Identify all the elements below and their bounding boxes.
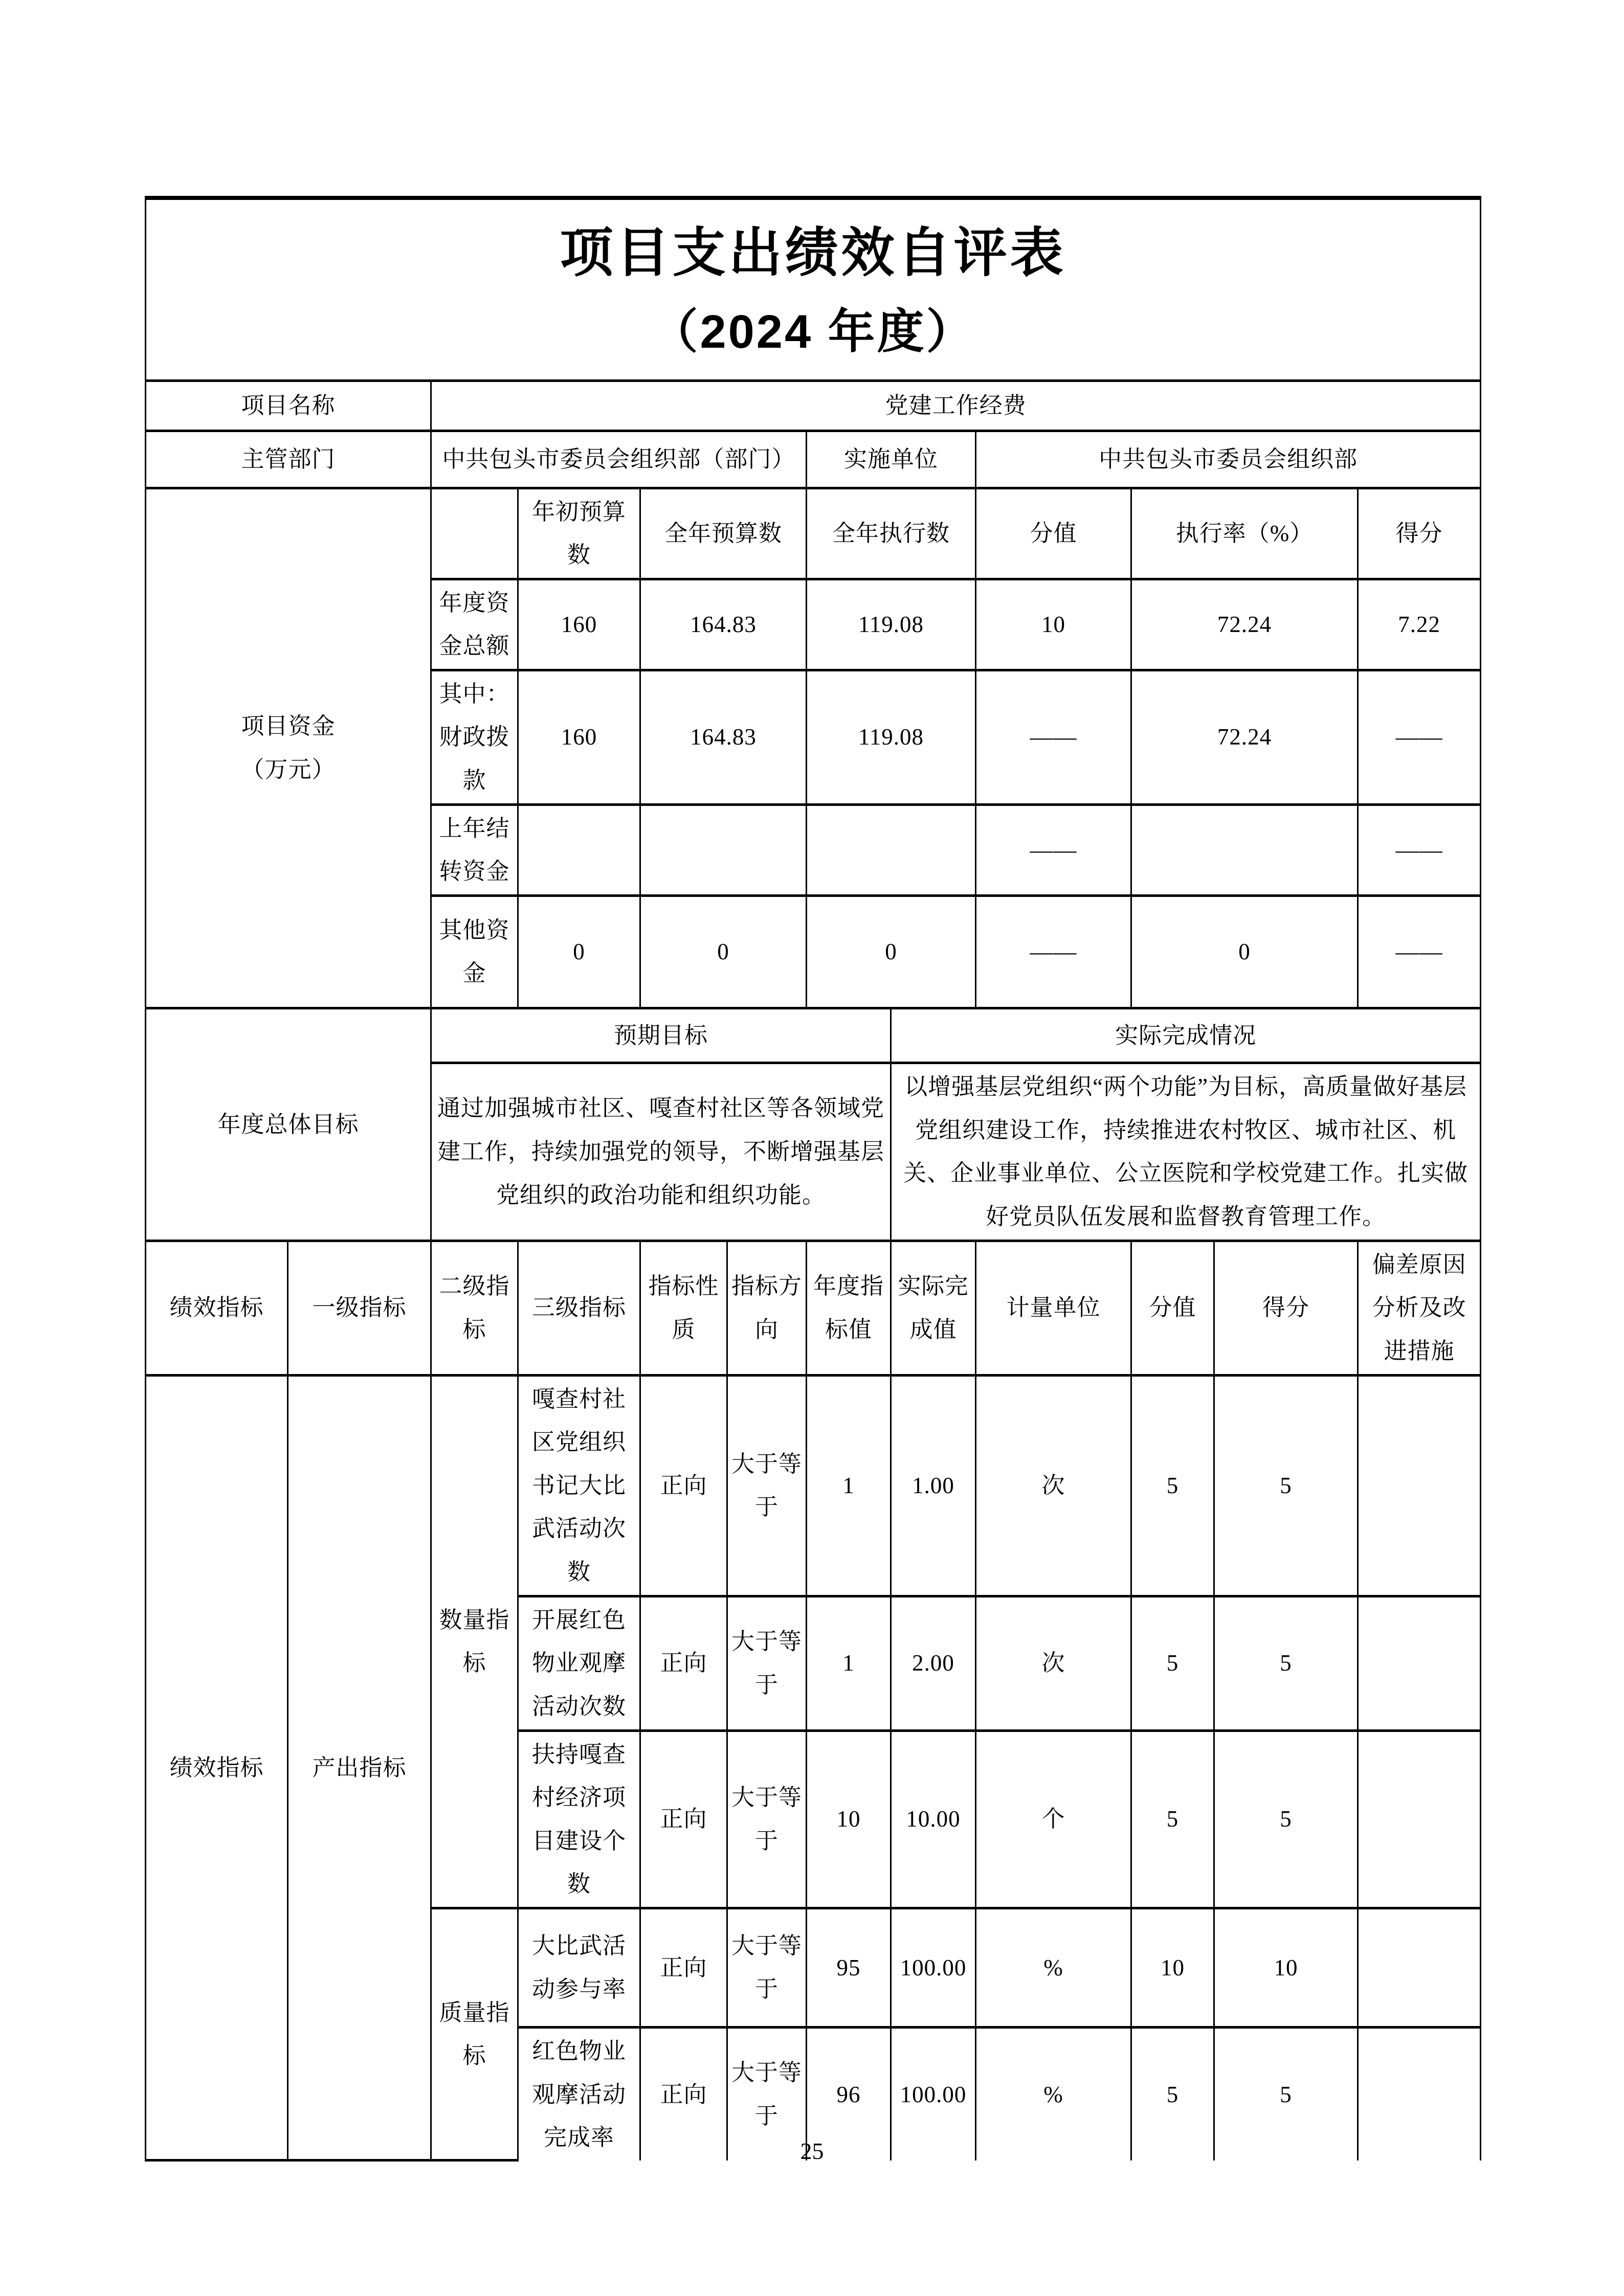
indicator-unit: 次 bbox=[976, 1596, 1131, 1730]
funding-subrow-header-cell bbox=[431, 488, 518, 579]
funding-total-value: 164.83 bbox=[640, 579, 807, 670]
indicator-name: 红色物业观摩活动完成率 bbox=[518, 2027, 640, 2160]
page-subtitle: （2024 年度） bbox=[651, 305, 975, 358]
indicator-target-value: 10 bbox=[807, 1730, 891, 1908]
annual-goal-label: 年度总体目标 bbox=[146, 1008, 431, 1241]
actual-completion-header: 实际完成情况 bbox=[891, 1008, 1481, 1063]
indicator-name: 大比武活动参与率 bbox=[518, 1908, 640, 2027]
funding-initial-value: 160 bbox=[518, 579, 640, 670]
indicator-header-row bbox=[146, 1241, 1481, 1375]
funding-header-total: 全年预算数 bbox=[640, 488, 807, 579]
indicator-deviation bbox=[1358, 1375, 1481, 1596]
indicator-nature: 正向 bbox=[640, 2027, 727, 2160]
document-title-block bbox=[146, 198, 1481, 380]
project-name-value: 党建工作经费 bbox=[431, 380, 1481, 431]
funding-rate-value: 72.24 bbox=[1131, 670, 1358, 804]
funding-rate-value bbox=[1131, 804, 1358, 895]
indicator-target-value: 95 bbox=[807, 1908, 891, 2027]
funding-label-line2: （万元） bbox=[241, 756, 336, 782]
indicator-nature: 正向 bbox=[640, 1730, 727, 1908]
funding-weight-value: 10 bbox=[976, 579, 1131, 670]
funding-score-value: 7.22 bbox=[1358, 579, 1481, 670]
funding-header-row bbox=[146, 488, 1481, 579]
funding-rate-value: 72.24 bbox=[1131, 579, 1358, 670]
funding-total-value bbox=[640, 804, 807, 895]
indicator-header-actual: 实际完成值 bbox=[891, 1241, 976, 1375]
indicator-score: 5 bbox=[1214, 1596, 1358, 1730]
funding-total-value: 0 bbox=[640, 895, 807, 1008]
funding-initial-value: 0 bbox=[518, 895, 640, 1008]
indicator-header-weight: 分值 bbox=[1131, 1241, 1214, 1375]
indicator-target-value: 1 bbox=[807, 1596, 891, 1730]
indicator-row bbox=[146, 1375, 1481, 1596]
indicator-actual-value: 10.00 bbox=[891, 1730, 976, 1908]
indicator-nature: 正向 bbox=[640, 1596, 727, 1730]
indicator-name: 嘎查村社区党组织书记大比武活动次数 bbox=[518, 1375, 640, 1596]
indicator-header-deviation: 偏差原因分析及改进措施 bbox=[1358, 1241, 1481, 1375]
indicator-nature: 正向 bbox=[640, 1375, 727, 1596]
funding-rate-value: 0 bbox=[1131, 895, 1358, 1008]
indicator-direction: 大于等于 bbox=[727, 2027, 807, 2160]
indicator-weight: 5 bbox=[1131, 1375, 1214, 1596]
funding-initial-value: 160 bbox=[518, 670, 640, 804]
funding-header-weight: 分值 bbox=[976, 488, 1131, 579]
funding-row-label: 年度资金总额 bbox=[431, 579, 518, 670]
indicator-header-level2: 二级指标 bbox=[431, 1241, 518, 1375]
indicator-score: 5 bbox=[1214, 1375, 1358, 1596]
funding-initial-value bbox=[518, 804, 640, 895]
indicator-actual-value: 1.00 bbox=[891, 1375, 976, 1596]
level2-quantity-label: 数量指标 bbox=[431, 1375, 518, 1908]
indicator-direction: 大于等于 bbox=[727, 1375, 807, 1596]
funding-label-line1: 项目资金 bbox=[241, 713, 336, 739]
indicator-direction: 大于等于 bbox=[727, 1596, 807, 1730]
page-number: 25 bbox=[800, 2138, 824, 2164]
project-name-row bbox=[146, 380, 1481, 431]
indicator-target-value: 96 bbox=[807, 2027, 891, 2160]
funding-section-label bbox=[146, 488, 431, 1008]
indicator-unit: % bbox=[976, 1908, 1131, 2027]
goal-header-row bbox=[146, 1008, 1481, 1063]
indicator-deviation bbox=[1358, 1908, 1481, 2027]
implementing-unit-label: 实施单位 bbox=[807, 431, 976, 488]
indicator-unit: % bbox=[976, 2027, 1131, 2160]
indicator-actual-value: 100.00 bbox=[891, 2027, 976, 2160]
indicator-unit: 个 bbox=[976, 1730, 1131, 1908]
funding-weight-value: —— bbox=[976, 670, 1131, 804]
implementing-unit-value: 中共包头市委员会组织部 bbox=[976, 431, 1481, 488]
indicator-actual-value: 2.00 bbox=[891, 1596, 976, 1730]
funding-score-value: —— bbox=[1358, 804, 1481, 895]
performance-group-label: 绩效指标 bbox=[146, 1375, 288, 2160]
indicator-nature: 正向 bbox=[640, 1908, 727, 2027]
funding-weight-value: —— bbox=[976, 804, 1131, 895]
expected-goal-header: 预期目标 bbox=[431, 1008, 891, 1063]
indicator-weight: 5 bbox=[1131, 2027, 1214, 2160]
indicator-score: 5 bbox=[1214, 1730, 1358, 1908]
indicator-header-target: 年度指标值 bbox=[807, 1241, 891, 1375]
actual-completion-text: 以增强基层党组织“两个功能”为目标，高质量做好基层党组织建设工作，持续推进农村牧区、城市社区、机关、企业事业单位、公立医院和学校党建工作。扎实做好党员队伍发展和监督教育管理工作。 bbox=[891, 1063, 1481, 1241]
indicator-header-score: 得分 bbox=[1214, 1241, 1358, 1375]
indicator-score: 10 bbox=[1214, 1908, 1358, 2027]
level2-quality-label: 质量指标 bbox=[431, 1908, 518, 2160]
project-name-label: 项目名称 bbox=[146, 380, 431, 431]
level1-output-label: 产出指标 bbox=[288, 1375, 431, 2160]
supervisor-dept-label: 主管部门 bbox=[146, 431, 431, 488]
indicator-direction: 大于等于 bbox=[727, 1730, 807, 1908]
indicator-actual-value: 100.00 bbox=[891, 1908, 976, 2027]
funding-weight-value: —— bbox=[976, 895, 1131, 1008]
funding-row-label: 其中：财政拨款 bbox=[431, 670, 518, 804]
funding-header-rate: 执行率（%） bbox=[1131, 488, 1358, 579]
funding-score-value: —— bbox=[1358, 895, 1481, 1008]
funding-executed-value: 119.08 bbox=[807, 579, 976, 670]
expected-goal-text: 通过加强城市社区、嘎查村社区等各领域党建工作，持续加强党的领导，不断增强基层党组织的政治功能和组织功能。 bbox=[431, 1063, 891, 1241]
indicator-header-performance: 绩效指标 bbox=[146, 1241, 288, 1375]
departments-row bbox=[146, 431, 1481, 488]
funding-row-label: 其他资金 bbox=[431, 895, 518, 1008]
funding-executed-value bbox=[807, 804, 976, 895]
funding-header-score: 得分 bbox=[1358, 488, 1481, 579]
indicator-unit: 次 bbox=[976, 1375, 1131, 1596]
indicator-header-level3: 三级指标 bbox=[518, 1241, 640, 1375]
indicator-score: 5 bbox=[1214, 2027, 1358, 2160]
funding-executed-value: 119.08 bbox=[807, 670, 976, 804]
indicator-header-direction: 指标方向 bbox=[727, 1241, 807, 1375]
funding-executed-value: 0 bbox=[807, 895, 976, 1008]
indicator-name: 扶持嘎查村经济项目建设个数 bbox=[518, 1730, 640, 1908]
indicator-deviation bbox=[1358, 1596, 1481, 1730]
supervisor-dept-value: 中共包头市委员会组织部（部门） bbox=[431, 431, 807, 488]
indicator-weight: 10 bbox=[1131, 1908, 1214, 2027]
funding-score-value: —— bbox=[1358, 670, 1481, 804]
indicator-header-level1: 一级指标 bbox=[288, 1241, 431, 1375]
funding-row-label: 上年结转资金 bbox=[431, 804, 518, 895]
self-evaluation-table bbox=[145, 196, 1481, 2162]
indicator-header-unit: 计量单位 bbox=[976, 1241, 1131, 1375]
indicator-weight: 5 bbox=[1131, 1596, 1214, 1730]
funding-total-value: 164.83 bbox=[640, 670, 807, 804]
funding-header-executed: 全年执行数 bbox=[807, 488, 976, 579]
indicator-header-nature: 指标性质 bbox=[640, 1241, 727, 1375]
indicator-deviation bbox=[1358, 1730, 1481, 1908]
indicator-weight: 5 bbox=[1131, 1730, 1214, 1908]
indicator-target-value: 1 bbox=[807, 1375, 891, 1596]
indicator-direction: 大于等于 bbox=[727, 1908, 807, 2027]
title-row bbox=[146, 198, 1481, 380]
page-title: 项目支出绩效自评表 bbox=[560, 223, 1066, 283]
indicator-name: 开展红色物业观摩活动次数 bbox=[518, 1596, 640, 1730]
funding-header-initial: 年初预算数 bbox=[518, 488, 640, 579]
